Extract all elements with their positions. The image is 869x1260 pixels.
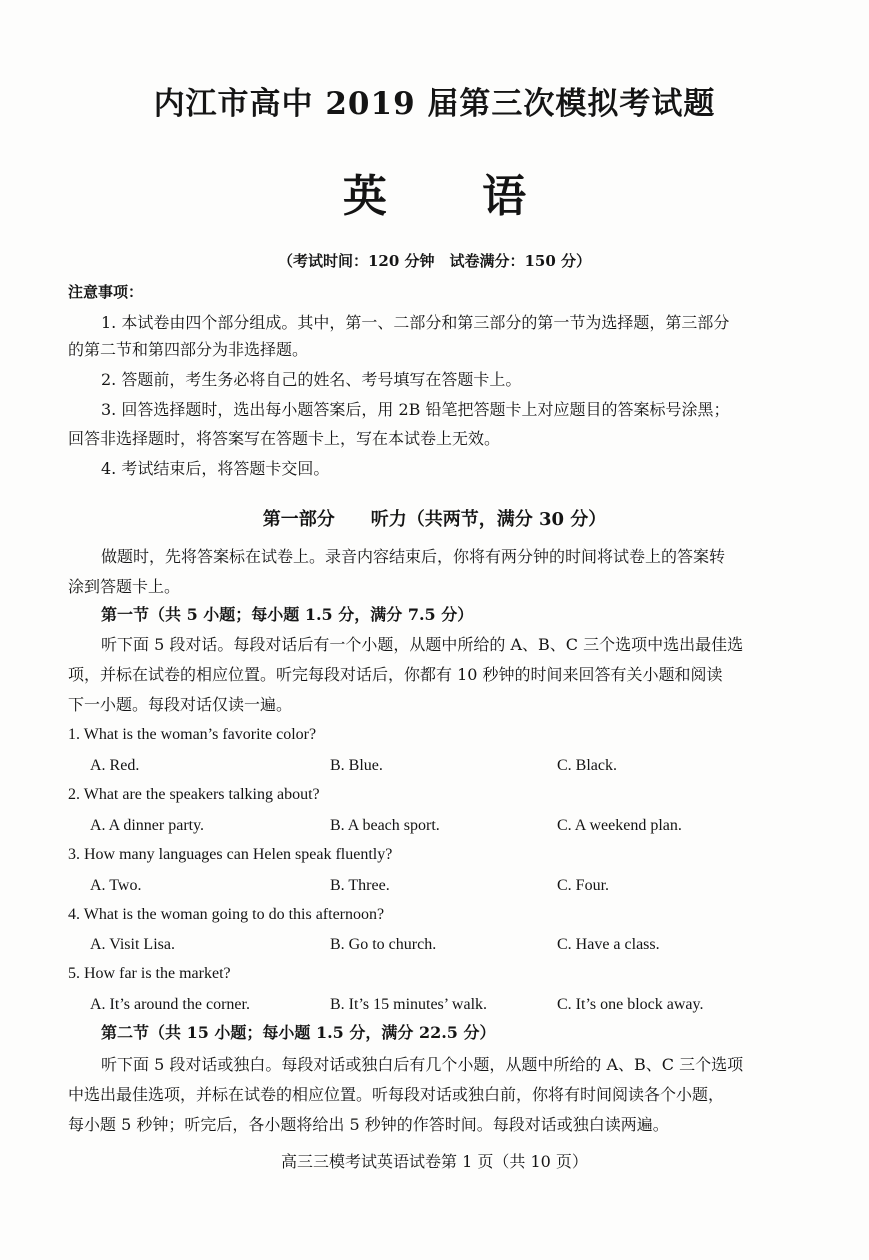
question-stem: 1. What is the woman’s favorite color? [68, 726, 317, 743]
question-stem: 3. How many languages can Helen speak fluently? [68, 846, 393, 863]
option-b: B. Three. [330, 877, 390, 894]
option-a: A. Two. [90, 877, 142, 894]
section1-instruction: 项，并标在试卷的相应位置。听完每段对话后，你都有 10 秒钟的时间来回答有关小题和阅读 [68, 665, 723, 684]
part1-title: 第一部分 听力（共两节，满分 30 分） [262, 509, 607, 530]
option-b: B. Blue. [330, 757, 383, 774]
section2-title: 第二节（共 15 小题；每小题 1.5 分，满分 22.5 分） [101, 1023, 496, 1042]
section2-instruction: 听下面 5 段对话或独白。每段对话或独白后有几个小题，从题中所给的 A、B、C 三个选项 [101, 1055, 744, 1074]
option-b: B. Go to church. [330, 936, 437, 953]
notes-line: 4. 考试结束后，将答题卡交回。 [101, 459, 330, 478]
option-b: B. A beach sport. [330, 817, 440, 834]
option-c: C. It’s one block away. [557, 996, 704, 1013]
notes-line: 回答非选择题时，将答案写在答题卡上，写在本试卷上无效。 [68, 429, 501, 448]
section2-instruction: 每小题 5 秒钟；听完后，各小题将给出 5 秒钟的作答时间。每段对话或独白读两遍。 [68, 1115, 669, 1134]
option-c: C. Four. [557, 877, 610, 894]
option-c: C. Have a class. [557, 936, 660, 953]
section1-instruction: 听下面 5 段对话。每段对话后有一个小题，从题中所给的 A、B、C 三个选项中选出最佳选 [101, 635, 744, 654]
notes-heading: 注意事项： [68, 283, 144, 301]
option-a: A. Red. [90, 757, 140, 774]
option-c: C. A weekend plan. [557, 817, 682, 834]
option-a: A. Visit Lisa. [90, 936, 175, 953]
notes-line: 1. 本试卷由四个部分组成。其中，第一、二部分和第三部分的第一节为选择题，第三部分 [101, 313, 730, 332]
section2-instruction: 中选出最佳选项，并标在试卷的相应位置。听每段对话或独白前，你将有时间阅读各个小题， [68, 1085, 725, 1104]
option-a: A. It’s around the corner. [90, 996, 250, 1013]
notes-line: 3. 回答选择题时，选出每小题答案后，用 2B 铅笔把答题卡上对应题目的答案标号涂黑； [101, 400, 730, 419]
notes-line: 的第二节和第四部分为非选择题。 [68, 340, 309, 359]
question-stem: 4. What is the woman going to do this afternoon? [68, 906, 385, 923]
subject-title: 英 语 [342, 171, 567, 222]
question-stem: 2. What are the speakers talking about? [68, 786, 320, 803]
exam-time-score: （考试时间：120 分钟 试卷满分：150 分） [277, 252, 592, 270]
option-b: B. It’s 15 minutes’ walk. [330, 996, 488, 1013]
option-a: A. A dinner party. [90, 817, 205, 834]
notes-line: 2. 答题前，考生务必将自己的姓名、考号填写在答题卡上。 [101, 370, 522, 389]
part1-intro: 做题时，先将答案标在试卷上。录音内容结束后，你将有两分钟的时间将试卷上的答案转 [101, 547, 726, 566]
exam-title: 内江市高中 2019 届第三次模拟考试题 [153, 86, 716, 122]
part1-intro: 涂到答题卡上。 [68, 577, 181, 596]
option-c: C. Black. [557, 757, 617, 774]
section1-instruction: 下一小题。每段对话仅读一遍。 [68, 695, 293, 714]
question-stem: 5. How far is the market? [68, 965, 231, 982]
page-footer: 高三三模考试英语试卷第 1 页（共 10 页） [281, 1152, 588, 1171]
section1-title: 第一节（共 5 小题；每小题 1.5 分，满分 7.5 分） [101, 605, 474, 624]
